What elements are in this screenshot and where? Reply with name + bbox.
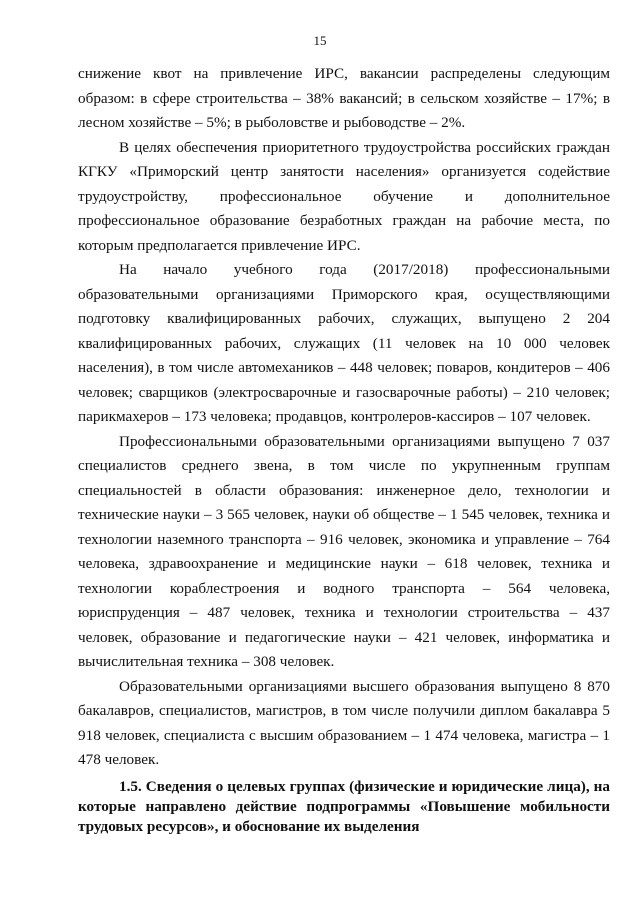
paragraph-employment-priority: В целях обеспечения приоритетного трудоустройства российских граждан КГКУ «Приморский центр занятости населения» организуется содействие трудоустройству, профессиональное обучение и дополнительное профессиональное образование безработных граждан на рабочие места, по которым предполагается привлечение ИРС. — [78, 138, 610, 254]
paragraph-qualified-workers: На начало учебного года (2017/2018) профессиональными образовательными организациями Приморского края, осуществляющими подготовку квалифицированных рабочих, служащих, выпущено 2 204 квалифицированных рабочих, служащих (11 человек на 10 000 человек населения), в том числе автомехаников – 448 человек; поваров, кондитеров – 406 человек; сварщиков (электросварочные и газосварочные работы) – 210 человек; парикмахеров – 173 человека; продавцов, контролеров-кассиров – 107 человек. — [78, 261, 610, 425]
section-heading: 1.5. Сведения о целевых группах (физические и юридические лица), на которые направлено действие подпрограммы «Повышение мобильности трудовых ресурсов», и обоснование их выделения — [78, 777, 610, 835]
paragraph-mid-level-specialists: Профессиональными образовательными организациями выпущено 7 037 специалистов среднего звена, в том числе по укрупненным группам специальностей в области образования: инженерное дело, технологии и технические науки – 3 565 человек, науки об обществе – 1 545 человек, техника и технологии наземного транспорта – 916 человек, экономика и управление – 764 человека, здравоохранение и медицинские науки – 618 человек, техника и технологии кораблестроения и водного транспорта – 564 человека, юриспруденция – 487 человек, техника и технологии строительства – 437 человек, образование и педагогические науки – 421 человек, информатика и вычислительная техника – 308 человек. — [78, 432, 610, 670]
paragraph-higher-education: Образовательными организациями высшего образования выпущено 8 870 бакалавров, специалистов, магистров, в том числе получили диплом бакалавра 5 918 человек, специалиста с высшим образованием – 1 474 человека, магистра – 1 478 человек. — [78, 677, 610, 768]
document-body — [78, 62, 610, 837]
page-number: 15 — [313, 33, 327, 48]
paragraph-quota-distribution: снижение квот на привлечение ИРС, вакансии распределены следующим образом: в сфере строительства – 38% вакансий; в сельском хозяйстве – 17%; в лесном хозяйстве – 5%; в рыболовстве и рыбоводстве – 2%. — [78, 65, 610, 131]
